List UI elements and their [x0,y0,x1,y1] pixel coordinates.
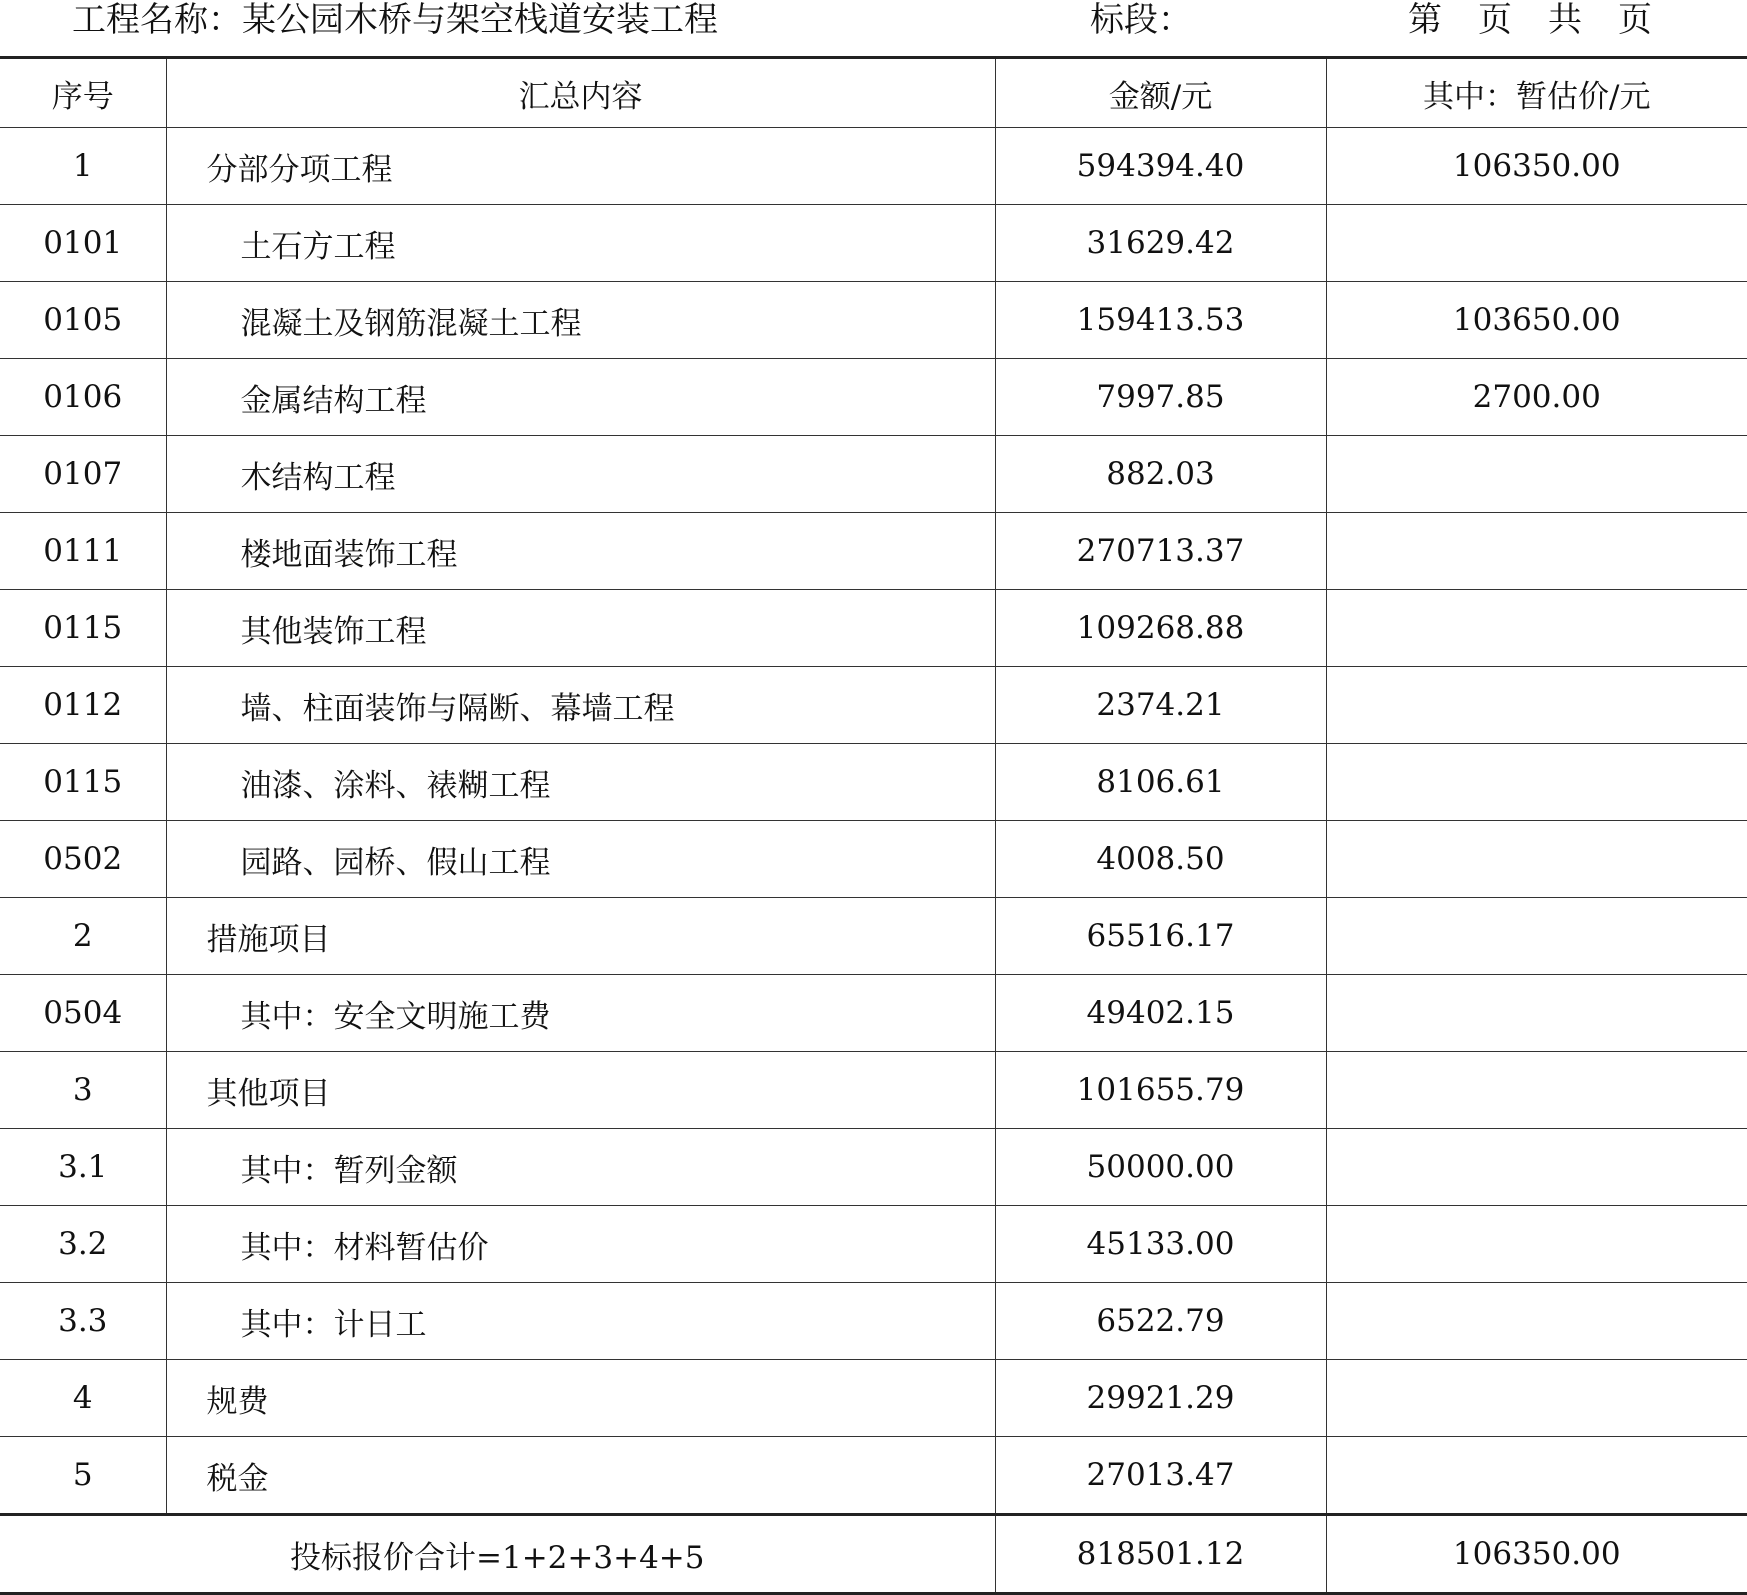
row-estimate [1326,1206,1747,1283]
row-estimate [1326,205,1747,282]
table-row [0,282,1747,359]
row-content: 其他项目 [166,1052,995,1129]
row-content: 木结构工程 [166,436,995,513]
column-header-no: 序号 [0,58,166,128]
row-amount: 270713.37 [995,513,1326,590]
row-estimate [1326,590,1747,667]
table-row [0,744,1747,821]
row-estimate [1326,1437,1747,1515]
row-amount: 882.03 [995,436,1326,513]
row-number: 0101 [0,205,166,282]
row-content: 其他装饰工程 [166,590,995,667]
row-estimate [1326,1052,1747,1129]
column-header-amount: 金额/元 [995,58,1326,128]
table-row [0,1052,1747,1129]
table-row [0,436,1747,513]
total-label: 投标报价合计=1+2+3+4+5 [0,1515,995,1594]
row-number: 0105 [0,282,166,359]
row-amount: 101655.79 [995,1052,1326,1129]
row-amount: 6522.79 [995,1283,1326,1360]
row-amount: 7997.85 [995,359,1326,436]
row-estimate [1326,513,1747,590]
row-estimate: 106350.00 [1326,128,1747,205]
row-content: 园路、园桥、假山工程 [166,821,995,898]
row-amount: 49402.15 [995,975,1326,1052]
table-row [0,590,1747,667]
row-number: 0107 [0,436,166,513]
row-content: 其中：计日工 [166,1283,995,1360]
row-content: 规费 [166,1360,995,1437]
row-content: 混凝土及钢筋混凝土工程 [166,282,995,359]
row-content: 土石方工程 [166,205,995,282]
table-row [0,1360,1747,1437]
row-amount: 45133.00 [995,1206,1326,1283]
table-row [0,513,1747,590]
sheet-header [0,0,1747,52]
row-content: 分部分项工程 [166,128,995,205]
table-row [0,128,1747,205]
table-row [0,205,1747,282]
row-amount: 4008.50 [995,821,1326,898]
project-name: 工程名称：某公园木桥与架空栈道安装工程 [72,0,718,40]
row-number: 0502 [0,821,166,898]
row-number: 0115 [0,744,166,821]
row-content: 其中：材料暂估价 [166,1206,995,1283]
row-amount: 8106.61 [995,744,1326,821]
row-estimate: 103650.00 [1326,282,1747,359]
row-estimate [1326,821,1747,898]
table-row [0,359,1747,436]
page-indicator [1408,0,1652,40]
row-number: 0106 [0,359,166,436]
row-number: 3.1 [0,1129,166,1206]
column-header-content: 汇总内容 [166,58,995,128]
row-content: 墙、柱面装饰与隔断、幕墙工程 [166,667,995,744]
row-number: 0504 [0,975,166,1052]
row-content: 油漆、涂料、裱糊工程 [166,744,995,821]
row-estimate [1326,975,1747,1052]
row-amount: 109268.88 [995,590,1326,667]
row-amount: 31629.42 [995,205,1326,282]
row-amount: 594394.40 [995,128,1326,205]
row-amount: 159413.53 [995,282,1326,359]
column-header-estimate: 其中：暂估价/元 [1326,58,1747,128]
row-content: 其中：暂列金额 [166,1129,995,1206]
total-word: 共 [1548,0,1582,40]
row-estimate [1326,1129,1747,1206]
row-content: 其中：安全文明施工费 [166,975,995,1052]
table-row [0,1283,1747,1360]
row-number: 5 [0,1437,166,1515]
row-amount: 29921.29 [995,1360,1326,1437]
row-amount: 50000.00 [995,1129,1326,1206]
row-amount: 65516.17 [995,898,1326,975]
row-content: 金属结构工程 [166,359,995,436]
table-header-row [0,58,1747,128]
section-label: 标段： [1090,0,1192,40]
table-row [0,821,1747,898]
table-row [0,1206,1747,1283]
row-number: 1 [0,128,166,205]
row-estimate [1326,1283,1747,1360]
row-estimate [1326,1360,1747,1437]
page-word: 第 [1408,0,1442,40]
row-number: 4 [0,1360,166,1437]
row-estimate [1326,898,1747,975]
total-row [0,1515,1747,1594]
row-amount: 2374.21 [995,667,1326,744]
table-row [0,975,1747,1052]
row-estimate [1326,667,1747,744]
row-number: 3.3 [0,1283,166,1360]
row-number: 0115 [0,590,166,667]
table-row [0,898,1747,975]
row-content: 措施项目 [166,898,995,975]
row-estimate: 2700.00 [1326,359,1747,436]
row-amount: 27013.47 [995,1437,1326,1515]
row-number: 0111 [0,513,166,590]
row-number: 0112 [0,667,166,744]
total-amount: 818501.12 [995,1515,1326,1594]
row-content: 税金 [166,1437,995,1515]
page-word: 页 [1478,0,1512,40]
table-row [0,667,1747,744]
table-row [0,1437,1747,1515]
row-estimate [1326,744,1747,821]
table-row [0,1129,1747,1206]
row-content: 楼地面装饰工程 [166,513,995,590]
total-estimate: 106350.00 [1326,1515,1747,1594]
bid-summary-table [0,56,1747,1595]
row-number: 3 [0,1052,166,1129]
row-estimate [1326,436,1747,513]
row-number: 2 [0,898,166,975]
row-number: 3.2 [0,1206,166,1283]
page-word: 页 [1618,0,1652,40]
